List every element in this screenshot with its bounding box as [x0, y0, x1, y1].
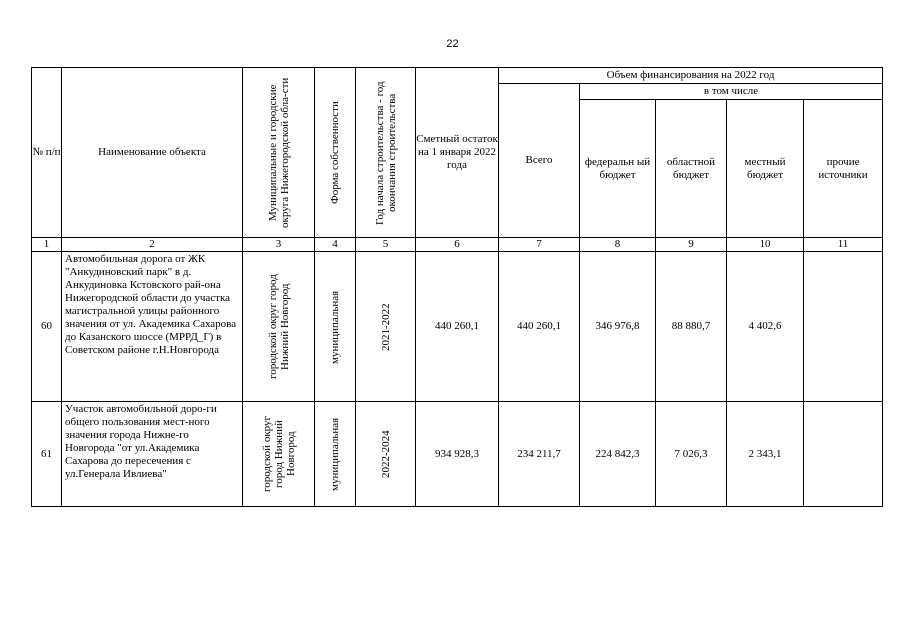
- row-name: Участок автомобильной доро-ги общего пользования мест-ного значения города Нижне-го Новгорода "от ул.Академика Сахарова до пересечения с ул.Генерала Ивлиева": [62, 402, 243, 507]
- header-years: [356, 68, 416, 238]
- header-ownership: [315, 68, 356, 238]
- column-number: 4: [315, 238, 356, 252]
- row-name: Автомобильная дорога от ЖК "Анкудиновский парк" в д. Анкудиновка Кстовского рай-она Нижегородской области до участка магистральной улицы районного значения от ул. Академика Сахарова до Казанского шоссе (МРРД_Г) в Советском районе г.Н.Новгорода: [62, 252, 243, 402]
- column-number: 5: [356, 238, 416, 252]
- row-ownership-text: муниципальная: [329, 417, 341, 491]
- row-total: 440 260,1: [499, 252, 580, 402]
- row-local: 2 343,1: [727, 402, 804, 507]
- header-other: прочие источники: [804, 100, 883, 238]
- row-regional: 88 880,7: [656, 252, 727, 402]
- column-number: 11: [804, 238, 883, 252]
- row-years-text: 2022-2024: [379, 430, 392, 478]
- column-number: 2: [62, 238, 243, 252]
- header-years-text: Год начала строительства - год окончания строительства: [373, 80, 398, 225]
- row-other: [804, 402, 883, 507]
- header-ownership-text: Форма собственности: [329, 101, 341, 204]
- row-num: 60: [32, 252, 62, 402]
- row-local: 4 402,6: [727, 252, 804, 402]
- page-number: 22: [446, 38, 459, 50]
- column-number: 1: [32, 238, 62, 252]
- header-total: Всего: [499, 84, 580, 238]
- row-federal: 224 842,3: [580, 402, 656, 507]
- table-row: [32, 252, 883, 402]
- column-number: 9: [656, 238, 727, 252]
- row-regional: 7 026,3: [656, 402, 727, 507]
- row-municipality-text: городской округ город Нижний Новгород: [260, 415, 297, 493]
- column-number: 6: [416, 238, 499, 252]
- row-total: 234 211,7: [499, 402, 580, 507]
- column-number: 8: [580, 238, 656, 252]
- table-row: [32, 402, 883, 507]
- financing-table: [31, 67, 883, 507]
- header-including: в том числе: [580, 84, 883, 100]
- header-name: Наименование объекта: [62, 68, 243, 238]
- row-municipality: [243, 402, 315, 507]
- row-ownership: [315, 252, 356, 402]
- header-num: № п/п: [32, 68, 62, 238]
- row-ownership-text: муниципальная: [329, 289, 341, 364]
- header-local: местный бюджет: [727, 100, 804, 238]
- header-municipality-text: Муниципальные и городские округа Нижегородской обла-сти: [266, 77, 291, 228]
- row-remaining: 934 928,3: [416, 402, 499, 507]
- column-number: 10: [727, 238, 804, 252]
- header-regional: областной бюджет: [656, 100, 727, 238]
- row-federal: 346 976,8: [580, 252, 656, 402]
- header-municipality: [243, 68, 315, 238]
- row-years: [356, 402, 416, 507]
- row-municipality: [243, 252, 315, 402]
- row-municipality-text: городской округ город Нижний Новгород: [266, 274, 291, 379]
- header-financing-group: Объем финансирования на 2022 год: [499, 68, 883, 84]
- row-years: [356, 252, 416, 402]
- header-remaining: Сметный остаток на 1 января 2022 года: [416, 68, 499, 238]
- row-other: [804, 252, 883, 402]
- row-years-text: 2021-2022: [379, 302, 392, 351]
- column-number: 3: [243, 238, 315, 252]
- row-ownership: [315, 402, 356, 507]
- row-num: 61: [32, 402, 62, 507]
- header-federal: федеральн ый бюджет: [580, 100, 656, 238]
- row-remaining: 440 260,1: [416, 252, 499, 402]
- column-number: 7: [499, 238, 580, 252]
- column-numbers-row: [32, 238, 883, 252]
